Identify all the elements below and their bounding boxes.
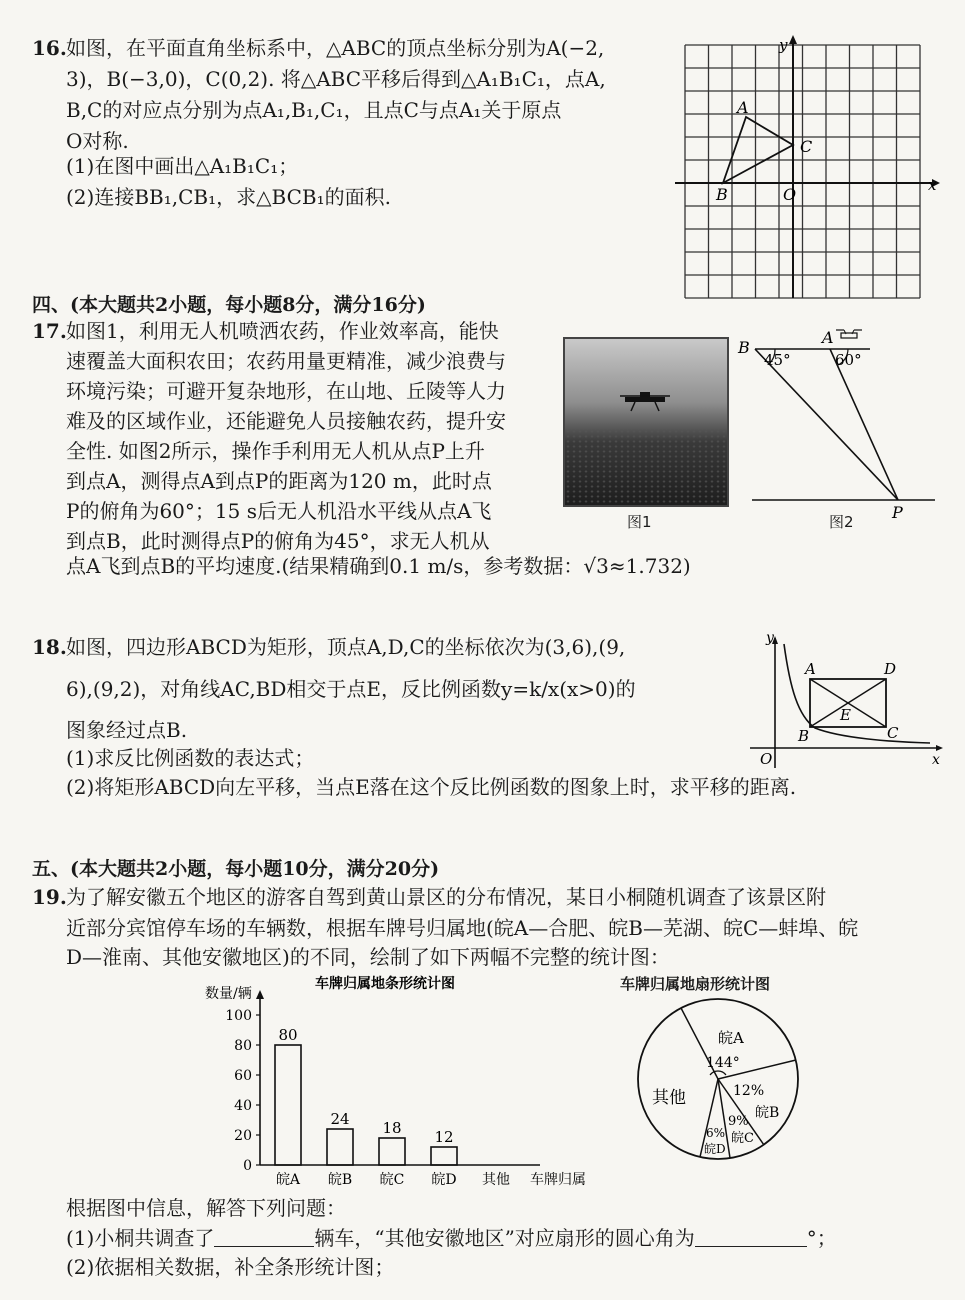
q19-part-1-end: °； [806, 1226, 837, 1250]
q16-y-label: y [779, 36, 788, 54]
q19-line-3: D—淮南、其他安徽地区)的不同，绘制了如下两幅不完整的统计图： [66, 945, 670, 969]
bar-value-label: 12 [434, 1128, 454, 1146]
figure-2-diagram [730, 322, 945, 527]
q19-number: 19. [32, 885, 67, 909]
q18-point-c: C [887, 724, 899, 742]
q16-x-label: x [928, 176, 937, 194]
triangle-abc [723, 117, 793, 183]
q18-origin: O [760, 750, 773, 768]
category-label: 皖C [379, 1172, 405, 1188]
q16-part-1: (1)在图中画出△A₁B₁C₁； [66, 154, 299, 178]
pie-label-wan-d: 皖D [704, 1142, 726, 1156]
y-axis-title: 数量/辆 [205, 986, 252, 1002]
figure-2-caption: 图2 [829, 513, 854, 531]
q18-point-b: B [798, 727, 810, 745]
q18-part-2: (2)将矩形ABCD向左平移，当点E落在这个反比例函数的图象上时，求平移的距离. [66, 775, 797, 799]
q19-part-2: (2)依据相关数据，补全条形统计图； [66, 1255, 395, 1279]
pie-chart [630, 995, 810, 1170]
q18-point-d: D [884, 660, 897, 678]
q17-number: 17. [32, 319, 67, 343]
pie-label-wan-b: 皖B [755, 1105, 780, 1121]
category-label: 皖B [327, 1172, 353, 1188]
q18-point-e: E [840, 706, 851, 724]
pie-angle-144: 144° [706, 1055, 740, 1071]
q16-line-1: 如图，在平面直角坐标系中，△ABC的顶点坐标分别为A(−2, [66, 36, 605, 60]
q18-line-1: 如图，四边形ABCD为矩形，顶点A,D,C的坐标依次为(3,6),(9, [66, 635, 626, 659]
q17-line-5: 全性. 如图2所示，操作手利用无人机从点P上升 [66, 439, 485, 463]
pie-label-other: 其他 [652, 1088, 686, 1108]
q17-line-6: 到点A，测得点A到点P的距离为120 m，此时点 [66, 469, 492, 493]
q17-line-7: P的俯角为60°；15 s后无人机沿水平线从点A飞 [66, 499, 492, 523]
bar-chart [205, 970, 615, 1195]
q17-line-1: 如图1，利用无人机喷洒农药，作业效率高，能快 [66, 319, 499, 343]
pie-label-wan-c: 皖C [731, 1131, 754, 1146]
q19-part-1 [66, 1225, 837, 1251]
q19-part-1-start: (1)小桐共调查了 [66, 1226, 215, 1250]
q16-coordinate-grid [670, 30, 940, 305]
answer-blank-angle[interactable] [695, 1226, 807, 1247]
q19-line-2: 近部分宾馆停车场的车辆数，根据车牌号归属地(皖A—合肥、皖B—芜湖、皖C—蚌埠、皖 [66, 916, 859, 940]
q16-line-4: O对称. [66, 129, 129, 153]
q19-part-1-middle: 辆车，“其他安徽地区”对应扇形的圆心角为 [314, 1226, 695, 1250]
y-tick-label: 0 [243, 1158, 252, 1174]
y-tick-label: 80 [234, 1038, 252, 1054]
q18-point-a: A [805, 660, 816, 678]
pie-pct-c: 9% [728, 1114, 749, 1129]
bar [327, 1129, 353, 1165]
x-axis-title: 车牌归属 [530, 1172, 586, 1188]
y-tick-label: 40 [234, 1098, 252, 1114]
y-tick-label: 60 [234, 1068, 252, 1084]
pie-label-wan-a: 皖A [718, 1029, 744, 1047]
origin-label: O [783, 185, 797, 204]
line-bp [755, 349, 898, 500]
section-5-title: 五、(本大题共2小题，每小题10分，满分20分) [32, 858, 440, 880]
bar-chart-title: 车牌归属地条形统计图 [315, 976, 455, 992]
bar-value-label: 24 [330, 1110, 350, 1128]
fig2-point-p: P [892, 503, 903, 522]
point-a-label: A [737, 98, 749, 117]
q17-line-3: 环境污染；可避开复杂地形，在山地、丘陵等人力 [66, 379, 506, 403]
bar [275, 1045, 301, 1165]
bar-value-label: 18 [382, 1119, 402, 1137]
q18-part-1: (1)求反比例函数的表达式； [66, 746, 315, 770]
q16-line-3: B,C的对应点分别为点A₁,B₁,C₁，且点C与点A₁关于原点 [66, 98, 562, 122]
q18-line-3: 图象经过点B. [66, 718, 188, 742]
y-tick-label: 20 [234, 1128, 252, 1144]
pie-pct-b: 12% [733, 1083, 765, 1099]
bar [431, 1147, 457, 1165]
q17-line-4: 难及的区域作业，还能避免人员接触农药，提升安 [66, 409, 506, 433]
fig2-point-b: B [738, 338, 750, 357]
answer-blank-count[interactable] [214, 1226, 314, 1247]
y-tick-label: 100 [225, 1008, 252, 1024]
q17-line-9: 点A飞到点B的平均速度.(结果精确到0.1 m/s，参考数据：√3≈1.732) [66, 554, 691, 578]
q18-number: 18. [32, 635, 67, 659]
q17-line-2: 速覆盖大面积农田；农药用量更精准，减少浪费与 [66, 349, 506, 373]
q19-line-1: 为了解安徽五个地区的游客自驾到黄山景区的分布情况，某日小桐随机调查了该景区附 [66, 885, 826, 909]
bar-value-label: 80 [278, 1026, 298, 1044]
drone-icon [836, 330, 862, 338]
y-axis-arrow [256, 990, 264, 999]
q18-line-2: 6),(9,2)，对角线AC,BD相交于点E，反比例函数y=k/x(x>0)的 [66, 677, 636, 701]
pie-chart-title: 车牌归属地扇形统计图 [620, 975, 771, 993]
q18-y-label: y [766, 630, 774, 646]
q16-line-2: 3)，B(−3,0)，C(0,2). 将△ABC平移后得到△A₁B₁C₁，点A, [66, 67, 606, 91]
q17-line-8: 到点B，此时测得点P的俯角为45°，求无人机从 [66, 529, 490, 553]
point-b-label: B [716, 185, 728, 204]
pie-pct-d: 6% [706, 1126, 726, 1140]
drone-photo [563, 337, 729, 507]
line-ap [830, 349, 898, 500]
figure-1-caption: 图1 [627, 513, 652, 531]
point-c-label: C [800, 137, 813, 156]
category-label: 皖D [431, 1172, 457, 1188]
bar [379, 1138, 405, 1165]
q19-instructions: 根据图中信息，解答下列问题： [66, 1196, 346, 1220]
section-4-title: 四、(本大题共2小题，每小题8分，满分16分) [32, 294, 426, 316]
category-label: 皖A [275, 1172, 301, 1188]
fig2-point-a: A [822, 328, 834, 347]
angle-60-label: 60° [835, 351, 862, 369]
q16-part-2: (2)连接BB₁,CB₁，求△BCB₁的面积. [66, 185, 391, 209]
q16-number: 16. [32, 36, 67, 60]
q18-graph [740, 628, 945, 773]
q18-x-label: x [932, 752, 940, 768]
angle-45-label: 45° [764, 351, 791, 369]
category-label: 其他 [482, 1172, 510, 1188]
